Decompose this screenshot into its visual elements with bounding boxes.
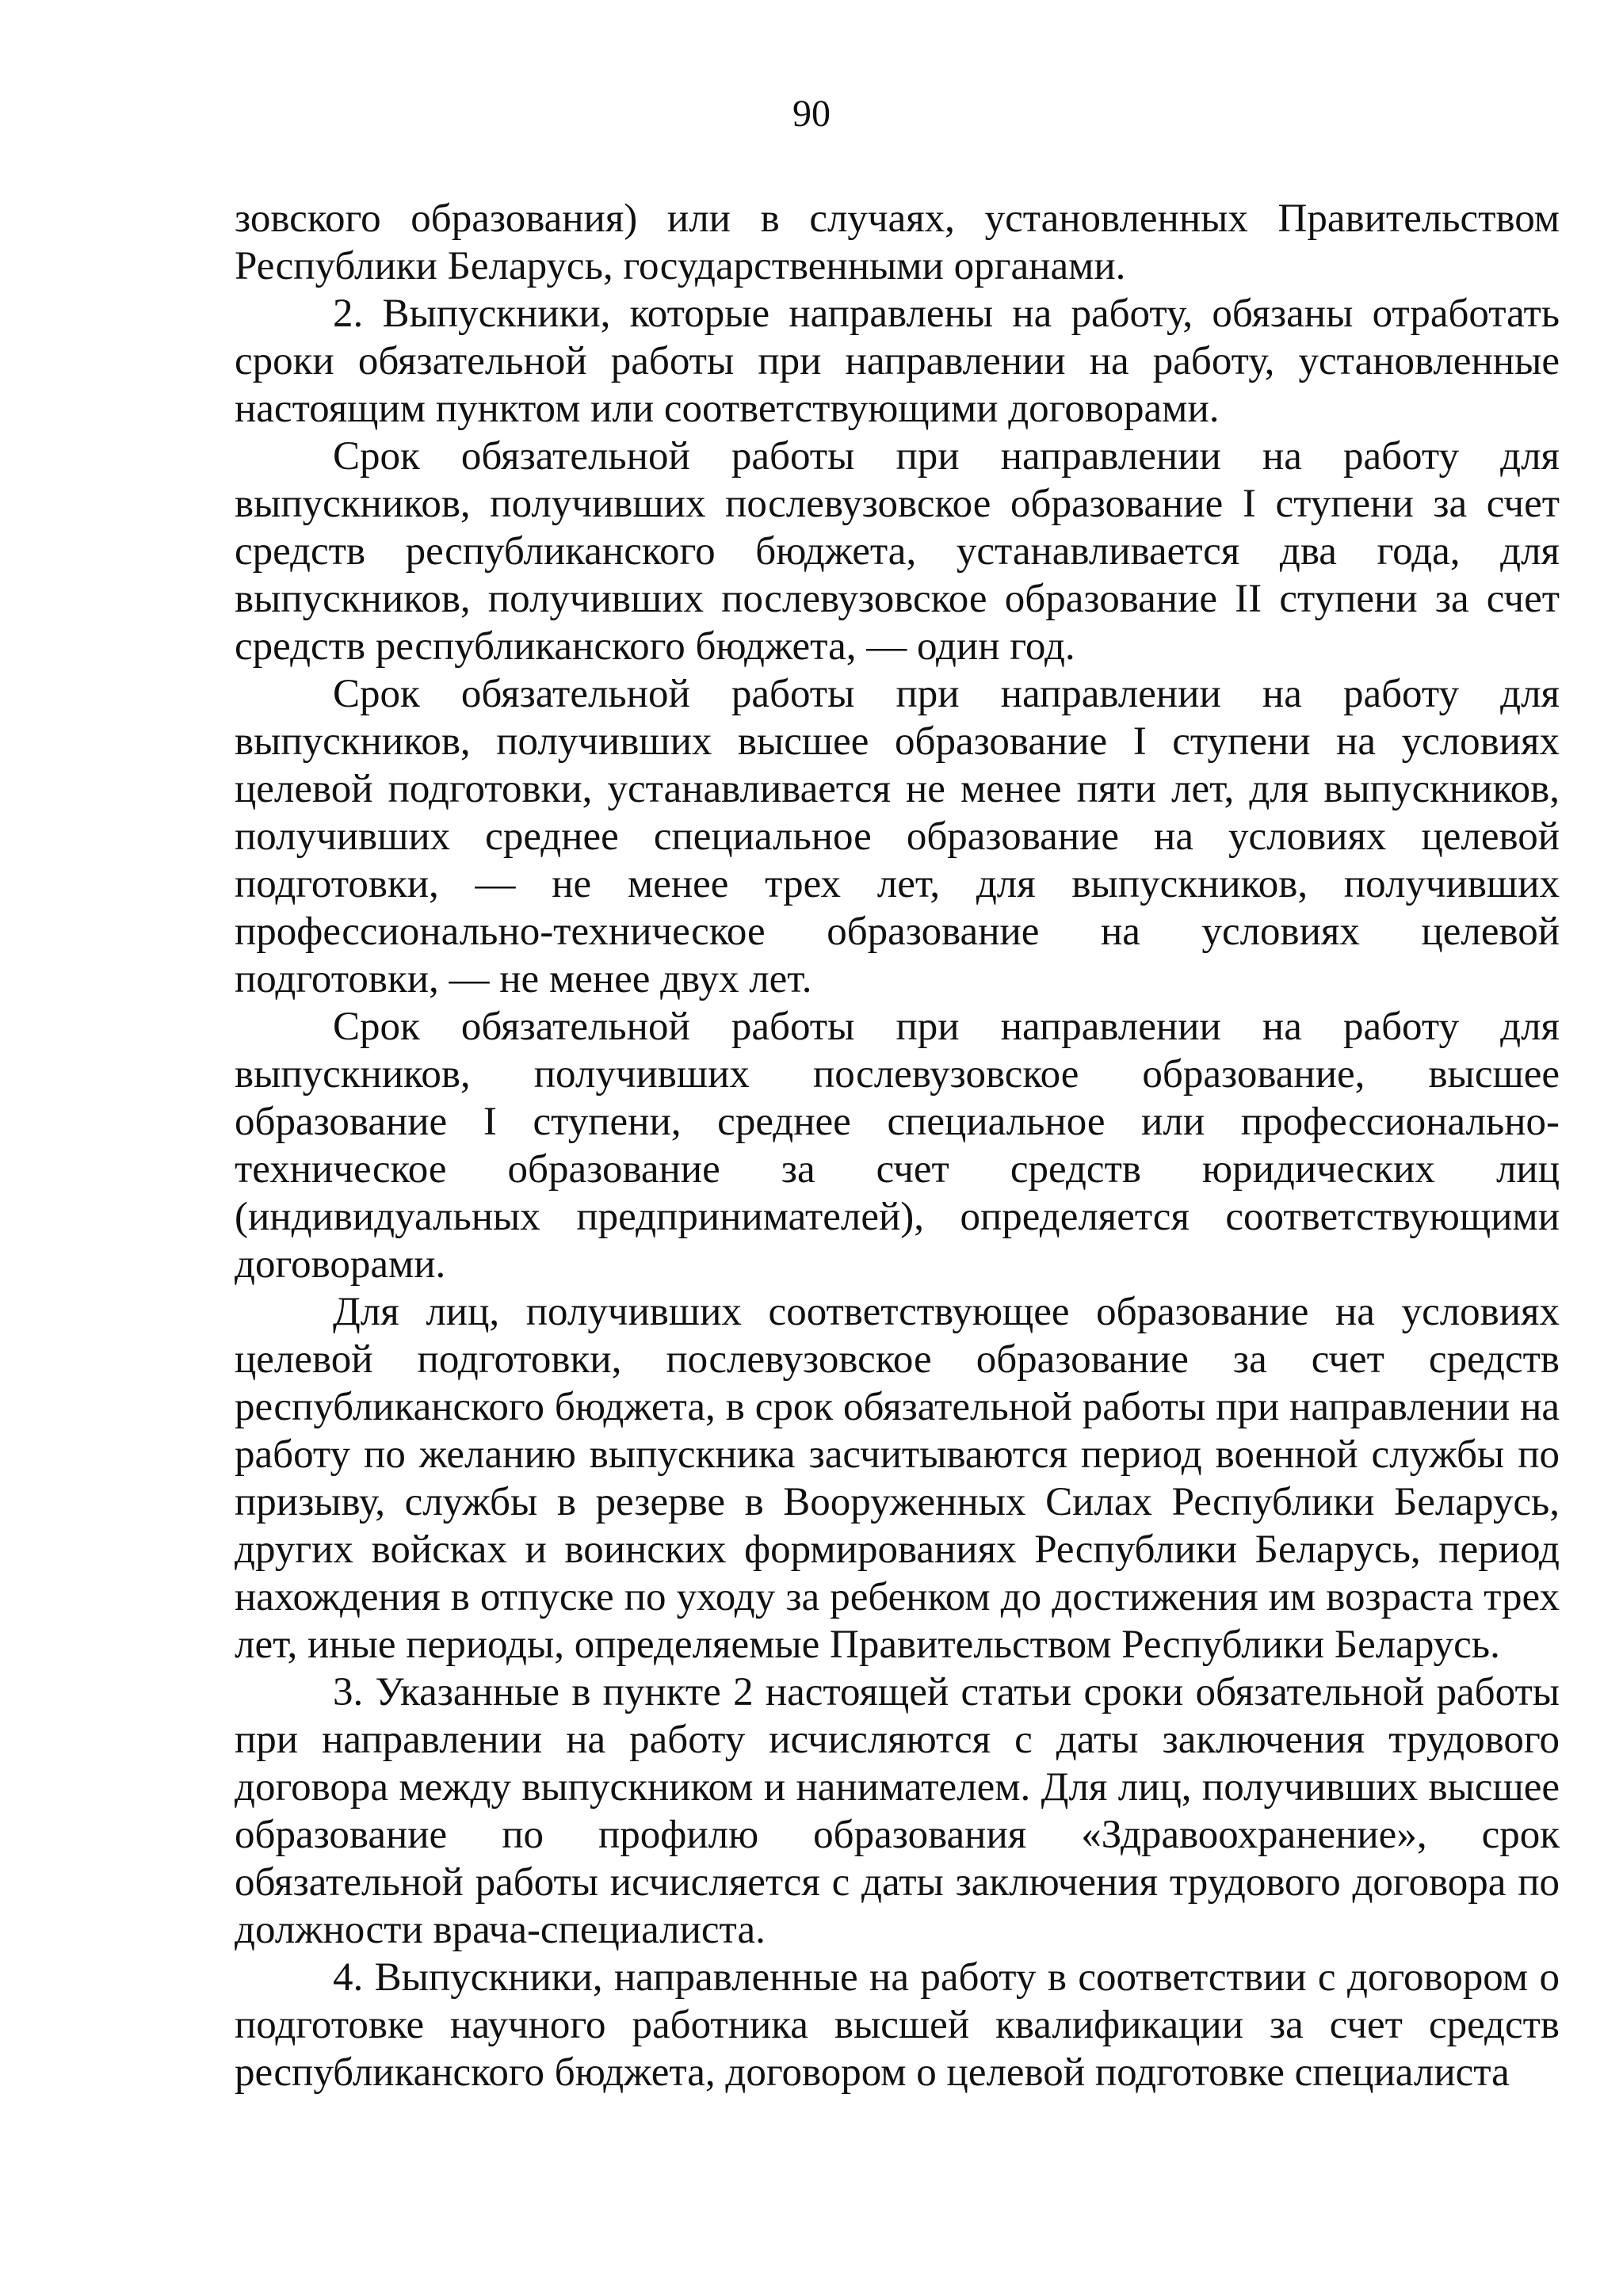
page-number: 90 [792,93,831,135]
paragraph-paid-training-term: Срок обязательной работы при направлении на работу для выпускников, получивших послевузовское образование, высшее образование I ступени, среднее специальное или профессионально-техническое образование за счет средств юридических лиц (индивидуальных предпринимателей), определяется соответствующими договорами. [235,1005,1560,1287]
paragraph-item-2: 2. Выпускники, которые направлены на работу, обязаны отработать сроки обязательной работы при направлении на работу, установленные настоящим пунктом или соответствующими договорами. [235,292,1560,431]
paragraph-targeted-training-term: Срок обязательной работы при направлении на работу для выпускников, получивших высшее образование I ступени на условиях целевой подготовки, устанавливается не менее пяти лет, для выпускников, получивших среднее специальное образование на условиях целевой подготовки, — не менее трех лет, для выпускников, получивших профессионально-техническое образование на условиях целевой подготовки, — не менее двух лет. [235,672,1560,1001]
paragraph-item-3: 3. Указанные в пункте 2 настоящей статьи сроки обязательной работы при направлении на работу исчисляются с даты заключения трудового договора между выпускником и нанимателем. Для лиц, получивших высшее образование по профилю образования «Здравоохранение», срок обязательной работы исчисляется с даты заключения трудового договора по должности врача-специалиста. [235,1670,1560,1952]
paragraph-continuation: зовского образования) или в случаях, установленных Правительством Республики Беларусь, государственными органами. [235,196,1560,288]
paragraph-counted-periods: Для лиц, получивших соответствующее образование на условиях целевой подготовки, послевузовское образование за счет средств республиканского бюджета, в срок обязательной работы при направлении на работу по желанию выпускника засчитываются период военной службы по призыву, службы в резерве в Вооруженных Силах Республики Беларусь, других войсках и воинских формированиях Республики Беларусь, период нахождения в отпуске по уходу за ребенком до достижения им возраста трех лет, иные периоды, определяемые Правительством Республики Беларусь. [235,1290,1560,1667]
paragraph-postgraduate-term: Срок обязательной работы при направлении на работу для выпускников, получивших послевузовское образование I ступени за счет средств республиканского бюджета, устанавливается два года, для выпускников, получивших послевузовское образование II ступени за счет средств республиканского бюджета, — один год. [235,434,1560,669]
document-body [235,195,1560,2096]
paragraph-item-4: 4. Выпускники, направленные на работу в соответствии с договором о подготовке научного работника высшей квалификации за счет средств республиканского бюджета, договором о целевой подготовке специалиста [235,1955,1560,2095]
